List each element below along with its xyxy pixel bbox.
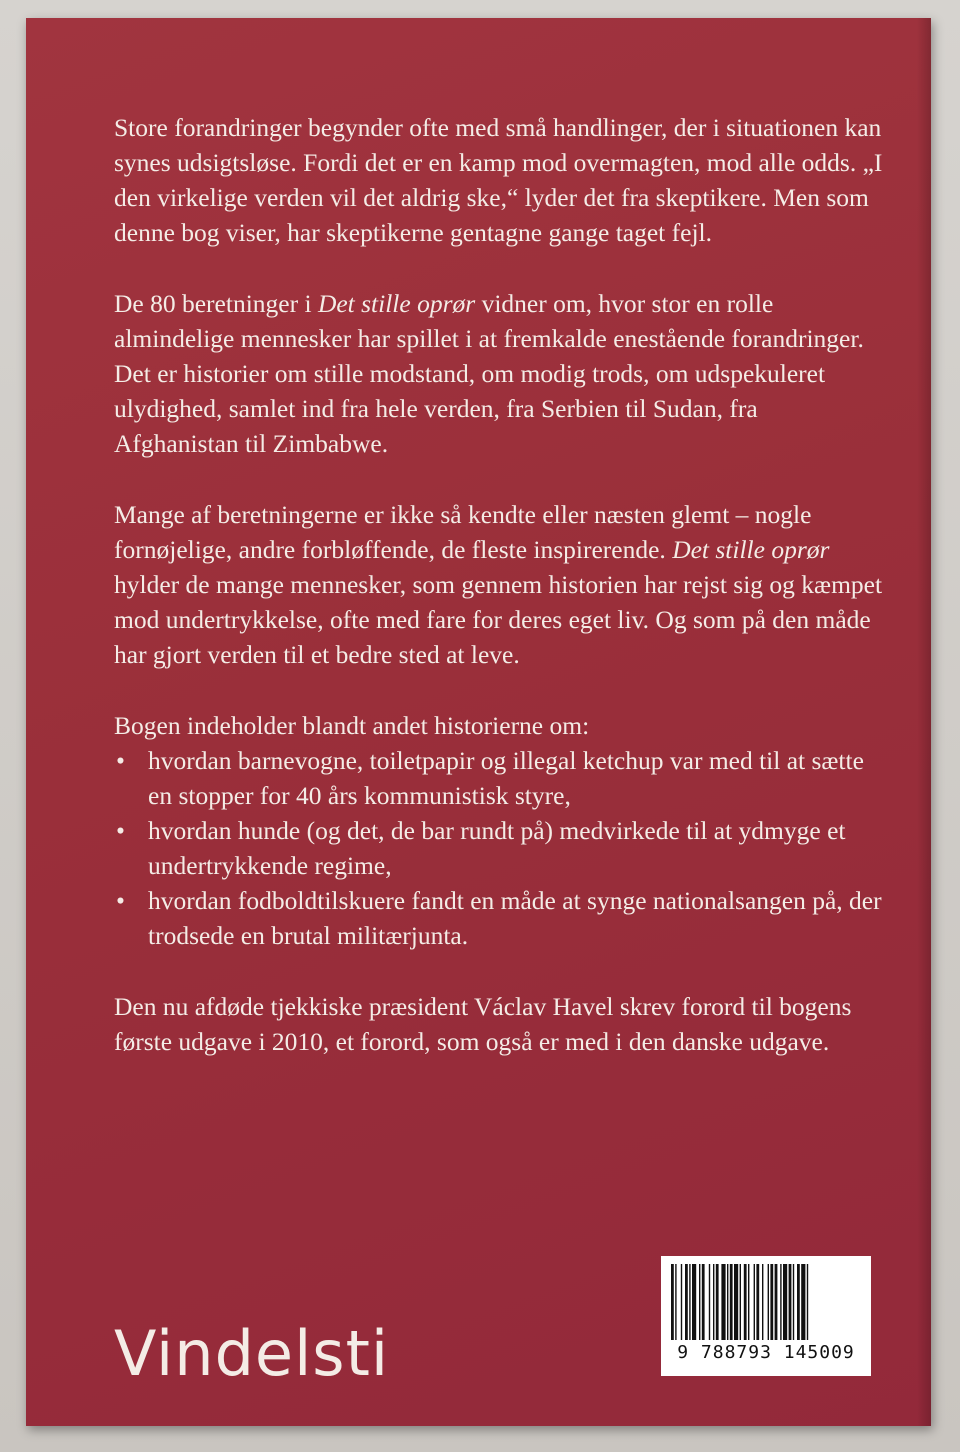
list-intro: Bogen indeholder blandt andet historierne om: (114, 711, 590, 740)
paragraph-tribute (114, 497, 884, 672)
list-item-text: hvordan hunde (og det, de bar rundt på) medvirkede til at ydmyge et undertrykkende regime, (148, 816, 846, 880)
bullet-icon: • (116, 746, 125, 775)
book-title-italic: Det stille oprør (672, 535, 830, 564)
barcode-bars-icon (671, 1264, 861, 1340)
list-item-text: hvordan fodboldtilskuere fandt en måde at synge nationalsangen på, der trodsede en brutal militærjunta. (148, 886, 882, 950)
bullet-icon: • (116, 886, 125, 915)
isbn-barcode (661, 1256, 871, 1376)
paragraph-stories-start: De 80 beretninger i (114, 289, 318, 318)
story-list (114, 743, 884, 953)
paragraph-intro: Store forandringer begynder ofte med små handlinger, der i situationen kan synes udsigtsløse. Fordi det er en kamp mod overmagten, mod alle odds. „I den virkelige verden vil det aldrig ske,“ lyder det fra skeptikere. Men som denne bog viser, har skeptikerne gentagne gange taget fejl. (114, 113, 883, 247)
list-item-text: hvordan barnevogne, toiletpapir og illegal ketchup var med til at sætte en stopper for 40 års kommunistisk styre, (148, 746, 864, 810)
paragraph-tribute-start: Mange af beretningerne er ikke så kendte eller næsten glemt – nogle fornøjelige, andre forbløffende, de fleste inspirerende. (114, 500, 812, 564)
paragraph-tribute-rest: hylder de mange mennesker, som gennem historien har rejst sig og kæmpet mod undertrykkelse, ofte med fare for deres eget liv. Og som på den måde har gjort verden til et bedre sted at leve. (114, 570, 883, 669)
list-item (114, 883, 884, 953)
paragraph-stories (114, 286, 884, 461)
list-item (114, 813, 884, 883)
bullet-icon: • (116, 816, 125, 845)
blurb-text (114, 110, 884, 1095)
isbn-number: 9 788793 145009 (677, 1342, 855, 1363)
list-item (114, 743, 884, 813)
paragraph-foreword: Den nu afdøde tjekkiske præsident Václav Havel skrev forord til bogens første udgave i 2010, et forord, som også er med i den danske udgave. (114, 992, 852, 1056)
book-back-cover (26, 18, 931, 1426)
publisher-logo: Vindelsti (114, 1317, 390, 1390)
book-title-italic: Det stille oprør (317, 289, 476, 318)
paragraph-stories-rest: vidner om, hvor stor en rolle almindelige mennesker har spillet i at fremkalde enestående forandringer. Det er historier om stille modstand, om modig trods, om udspekuleret ulydighed, samlet ind fra hele verden, fra Serbien til Sudan, fra Afghanistan til Zimbabwe. (114, 289, 864, 458)
book-edge-shadow (917, 18, 931, 1426)
